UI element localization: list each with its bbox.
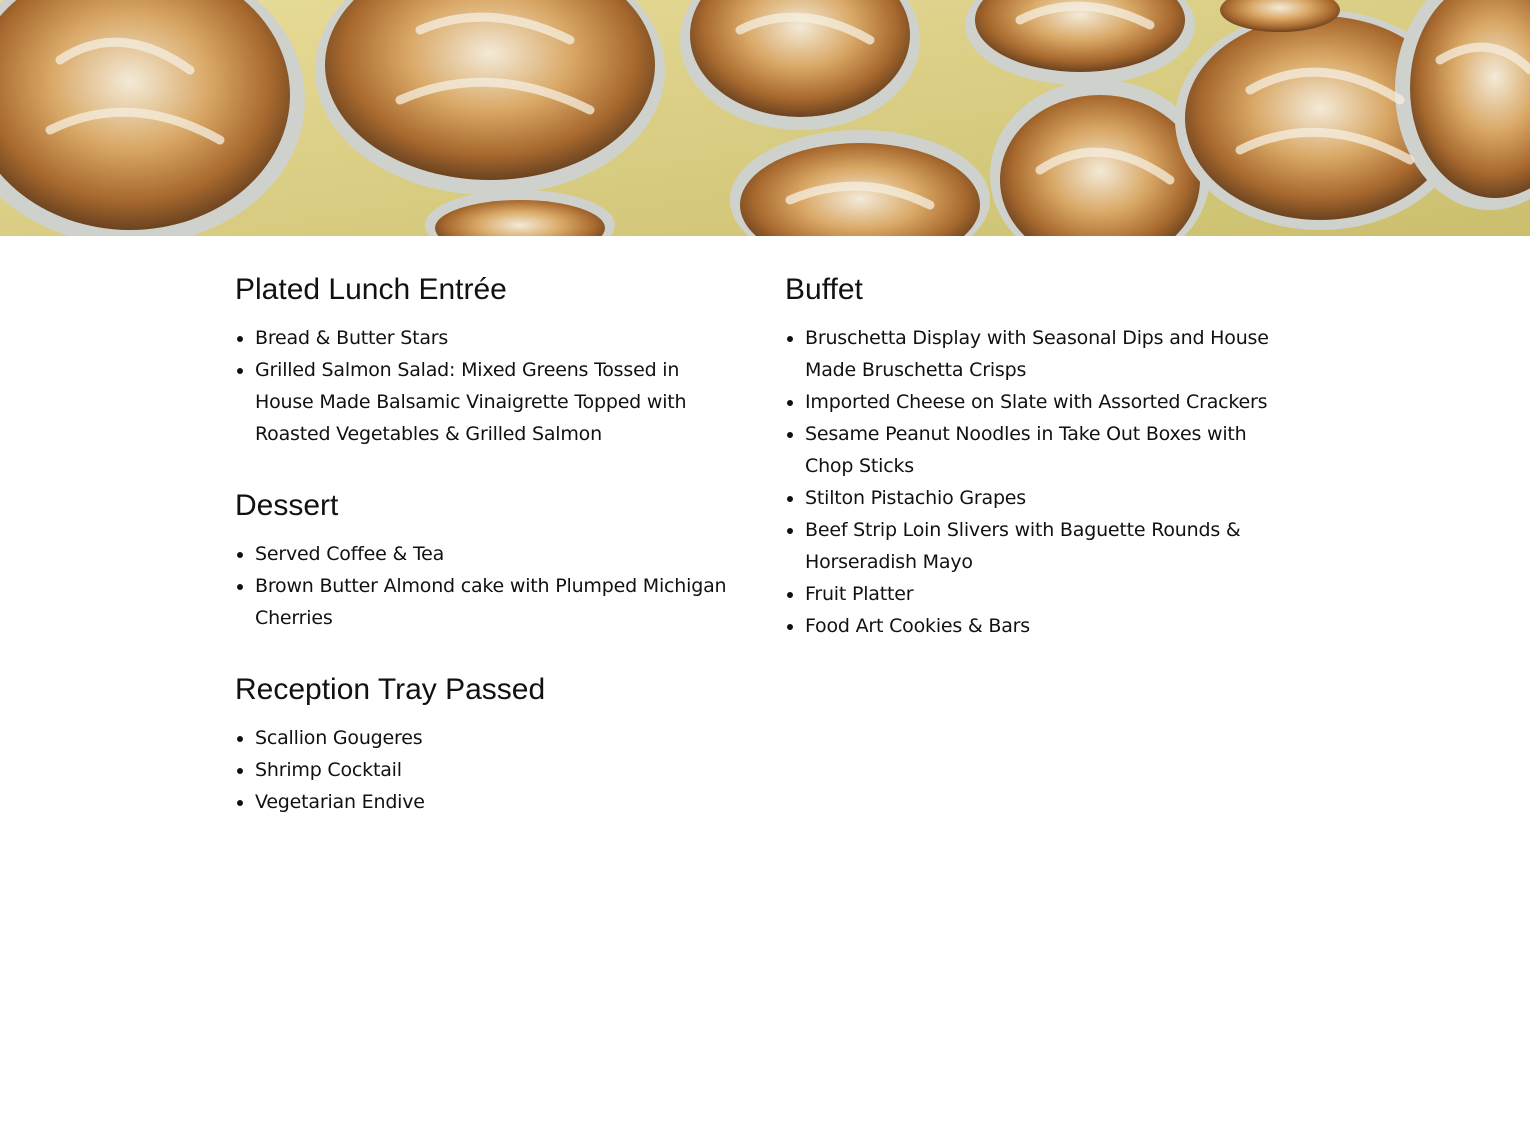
hero-image [0, 0, 1530, 236]
section-title: Plated Lunch Entrée [235, 273, 507, 306]
section-dessert [235, 488, 735, 634]
menu-item: • Vegetarian Endive [255, 786, 735, 818]
menu-item: • Bread & Butter Stars [255, 322, 735, 354]
left-column [235, 236, 735, 818]
menu-item: • Beef Strip Loin Slivers with Baguette Rounds & Horseradish Mayo [805, 514, 1295, 578]
section-reception [235, 672, 735, 818]
menu-content [0, 236, 1530, 1134]
right-column [785, 236, 1295, 642]
menu-list [235, 722, 735, 818]
section-buffet [785, 272, 1295, 642]
meringue-cups [0, 0, 1530, 236]
menu-list [235, 538, 735, 634]
menu-item: • Sesame Peanut Noodles in Take Out Boxes with Chop Sticks [805, 418, 1295, 482]
section-title: Buffet [785, 273, 863, 306]
section-plated-lunch [235, 272, 735, 450]
menu-item: • Grilled Salmon Salad: Mixed Greens Tossed in House Made Balsamic Vinaigrette Topped with Roasted Vegetables & Grilled Salmon [255, 354, 735, 450]
menu-item: • Food Art Cookies & Bars [805, 610, 1295, 642]
menu-item: • Stilton Pistachio Grapes [805, 482, 1295, 514]
menu-list [235, 322, 735, 450]
menu-item: • Served Coffee & Tea [255, 538, 735, 570]
menu-item: • Bruschetta Display with Seasonal Dips and House Made Bruschetta Crisps [805, 322, 1295, 386]
meringue-photo [0, 0, 1530, 236]
menu-item: • Scallion Gougeres [255, 722, 735, 754]
menu-item: • Fruit Platter [805, 578, 1295, 610]
menu-list [785, 322, 1295, 642]
menu-item: • Imported Cheese on Slate with Assorted Crackers [805, 386, 1295, 418]
menu-item: • Brown Butter Almond cake with Plumped Michigan Cherries [255, 570, 735, 634]
menu-item: • Shrimp Cocktail [255, 754, 735, 786]
section-title: Dessert [235, 489, 339, 522]
section-title: Reception Tray Passed [235, 673, 546, 706]
